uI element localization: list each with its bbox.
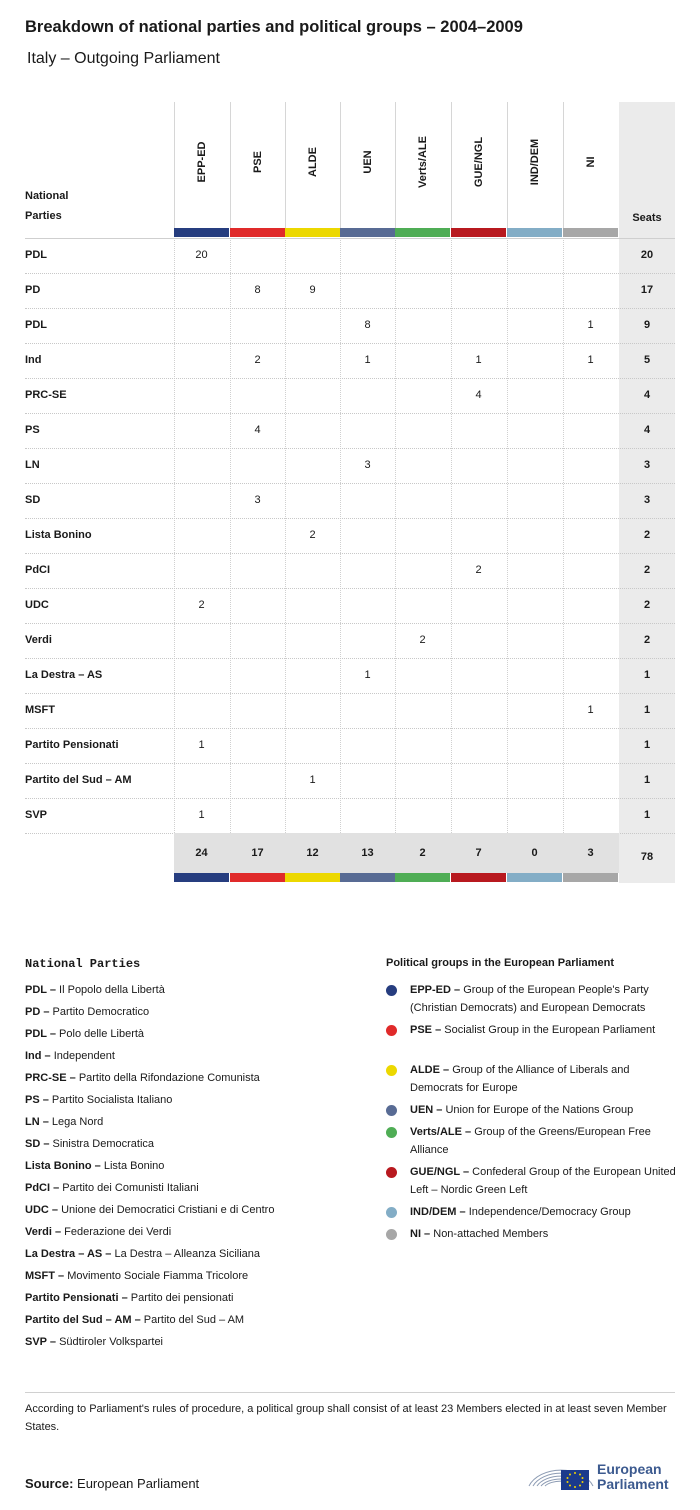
legend-abbr: PD – xyxy=(25,1006,50,1018)
group-color-bar-bottom xyxy=(563,873,618,882)
national-parties-legend-heading: National Parties xyxy=(25,957,141,971)
table-row-seats: 2 xyxy=(643,529,651,541)
group-color-bar-bottom xyxy=(395,873,450,882)
table-row-party: SVP xyxy=(25,809,48,821)
source-line xyxy=(25,1476,199,1491)
legend-abbr: UEN – xyxy=(410,1104,443,1116)
group-total: 13 xyxy=(361,847,374,859)
footnote-divider xyxy=(25,1392,675,1393)
group-total: 12 xyxy=(306,847,319,859)
group-total: 0 xyxy=(531,847,538,859)
table-row-party: Verdi xyxy=(25,634,52,646)
legend-full-name: Group of the Greens/European Free Alliance xyxy=(410,1126,651,1156)
group-column-header-0 xyxy=(174,102,229,228)
table-row-seats: 1 xyxy=(643,809,651,821)
table-row-seats: 1 xyxy=(643,669,651,681)
legend-abbr: Verdi – xyxy=(25,1226,62,1238)
group-column-label: UEN xyxy=(362,150,374,174)
table-cell: 1 xyxy=(364,354,371,366)
table-row-seats: 20 xyxy=(640,249,654,261)
group-color-bar-top xyxy=(507,228,562,237)
footnote: According to Parliament's rules of procedure, a political group shall consist of at least 23 Members elected in at least seven Member States. xyxy=(25,1403,667,1433)
group-color-dot-icon xyxy=(386,1127,397,1138)
legend-abbr: Partito del Sud – AM – xyxy=(25,1314,141,1326)
legend-abbr: PSE – xyxy=(410,1024,442,1036)
legend-full-name: Polo delle Libertà xyxy=(59,1028,145,1040)
table-row-party: LN xyxy=(25,459,40,471)
group-color-bar-top xyxy=(563,228,618,237)
table-row-party: PdCI xyxy=(25,564,51,576)
group-column-header-3 xyxy=(340,102,395,228)
row-divider xyxy=(25,798,675,799)
national-party-legend-item xyxy=(25,1203,274,1217)
group-color-bar-bottom xyxy=(285,873,340,882)
table-row-party: PS xyxy=(25,424,40,436)
legend-abbr: IND/DEM – xyxy=(410,1206,466,1218)
table-cell: 4 xyxy=(254,424,261,436)
table-cell: 1 xyxy=(587,704,594,716)
legend-full-name: Group of the European People's Party (Christian Democrats) and European Democrats xyxy=(410,984,649,1014)
group-column-label: IND/DEM xyxy=(529,138,541,186)
group-total: 24 xyxy=(195,847,208,859)
table-row-seats: 17 xyxy=(640,284,654,296)
group-column-label: NI xyxy=(585,156,597,168)
page-title: Breakdown of national parties and political groups – 2004–2009 xyxy=(25,18,523,36)
legend-abbr: PRC-SE – xyxy=(25,1072,76,1084)
group-legend-text xyxy=(410,1101,678,1119)
table-cell: 1 xyxy=(364,669,371,681)
group-color-dot-icon xyxy=(386,1025,397,1036)
group-color-dot-icon xyxy=(386,1105,397,1116)
table-cell: 8 xyxy=(254,284,261,296)
table-cell: 1 xyxy=(309,774,316,786)
group-color-dot-icon xyxy=(386,1229,397,1240)
table-row-party: SD xyxy=(25,494,41,506)
legend-full-name: Partito Socialista Italiano xyxy=(51,1094,173,1106)
national-party-legend-item xyxy=(25,1247,260,1261)
national-party-legend-item xyxy=(25,1137,154,1151)
row-divider xyxy=(25,378,675,379)
group-color-bar-bottom xyxy=(507,873,562,882)
group-color-dot-icon xyxy=(386,1207,397,1218)
table-cell: 1 xyxy=(198,809,205,821)
table-row-party: Ind xyxy=(25,354,42,366)
legend-abbr: SD – xyxy=(25,1138,50,1150)
group-color-bar-top xyxy=(340,228,395,237)
group-legend-text xyxy=(410,1123,678,1159)
legend-full-name: Union for Europe of the Nations Group xyxy=(445,1104,634,1116)
legend-abbr: Ind – xyxy=(25,1050,51,1062)
legend-abbr: ALDE – xyxy=(410,1064,450,1076)
column-divider xyxy=(451,238,452,833)
legend-full-name: Unione dei Democratici Cristiani e di Centro xyxy=(61,1204,275,1216)
row-divider xyxy=(25,518,675,519)
column-divider xyxy=(507,238,508,833)
legend-full-name: Independence/Democracy Group xyxy=(468,1206,631,1218)
legend-full-name: Group of the Alliance of Liberals and Democrats for Europe xyxy=(410,1064,630,1094)
group-legend-text xyxy=(410,1163,678,1199)
group-total: 7 xyxy=(475,847,482,859)
group-column-header-5 xyxy=(451,102,506,228)
table-cell: 2 xyxy=(475,564,482,576)
national-party-legend-item xyxy=(25,1313,244,1327)
np-header-line2: Parties xyxy=(25,210,62,222)
page-subtitle: Italy – Outgoing Parliament xyxy=(27,50,220,67)
table-cell: 2 xyxy=(198,599,205,611)
column-divider xyxy=(395,238,396,833)
group-color-dot-icon xyxy=(386,985,397,996)
table-cell: 1 xyxy=(198,739,205,751)
table-row-seats: 9 xyxy=(643,319,651,331)
table-row-seats: 3 xyxy=(643,494,651,506)
table-row-party: PDL xyxy=(25,249,47,261)
national-party-legend-item xyxy=(25,1027,144,1041)
legend-full-name: Partito dei Comunisti Italiani xyxy=(62,1182,199,1194)
national-party-legend-item xyxy=(25,1291,234,1305)
row-divider xyxy=(25,623,675,624)
table-row-party: PD xyxy=(25,284,41,296)
wordmark-line2: Parliament xyxy=(597,1476,669,1492)
group-column-header-4 xyxy=(395,102,450,228)
row-divider xyxy=(25,553,675,554)
table-cell: 20 xyxy=(195,249,208,261)
table-cell: 3 xyxy=(254,494,261,506)
group-column-label: Verts/ALE xyxy=(417,136,429,188)
header-divider xyxy=(25,238,675,239)
group-total: 3 xyxy=(587,847,594,859)
group-legend-text xyxy=(410,1021,678,1039)
group-total: 2 xyxy=(419,847,426,859)
group-column-header-1 xyxy=(230,102,285,228)
legend-full-name: Partito dei pensionati xyxy=(130,1292,234,1304)
row-divider xyxy=(25,728,675,729)
source-value: European Parliament xyxy=(77,1476,200,1491)
table-row-party: MSFT xyxy=(25,704,55,716)
table-row-seats: 1 xyxy=(643,704,651,716)
legend-full-name: Independent xyxy=(53,1050,115,1062)
table-row-party: Partito Pensionati xyxy=(25,739,119,751)
table-row-seats: 3 xyxy=(643,459,651,471)
table-row-seats: 4 xyxy=(643,389,651,401)
row-divider xyxy=(25,413,675,414)
european-parliament-wordmark xyxy=(597,1462,669,1492)
legend-abbr: MSFT – xyxy=(25,1270,65,1282)
group-column-label: ALDE xyxy=(307,147,319,177)
group-color-bar-top xyxy=(174,228,229,237)
legend-full-name: Partito del Sud – AM xyxy=(143,1314,245,1326)
group-color-bar-top xyxy=(451,228,506,237)
legend-full-name: Socialist Group in the European Parliament xyxy=(444,1024,656,1036)
table-row-party: PRC-SE xyxy=(25,389,67,401)
legend-full-name: Federazione dei Verdi xyxy=(64,1226,172,1238)
group-color-bar-bottom xyxy=(451,873,506,882)
legend-abbr: PdCI – xyxy=(25,1182,60,1194)
national-party-legend-item xyxy=(25,1049,115,1063)
np-header-line1: National xyxy=(25,190,69,202)
legend-abbr: PS – xyxy=(25,1094,49,1106)
legend-abbr: LN – xyxy=(25,1116,49,1128)
table-cell: 8 xyxy=(364,319,371,331)
table-row-party: UDC xyxy=(25,599,49,611)
legend-abbr: SVP – xyxy=(25,1336,56,1348)
group-color-dot-icon xyxy=(386,1167,397,1178)
table-cell: 2 xyxy=(254,354,261,366)
table-row-seats: 1 xyxy=(643,774,651,786)
national-party-legend-item xyxy=(25,1071,260,1085)
legend-full-name: Lega Nord xyxy=(51,1116,104,1128)
table-row-party: La Destra – AS xyxy=(25,669,103,681)
legend-full-name: Confederal Group of the European United Left – Nordic Green Left xyxy=(410,1166,676,1196)
seats-column-header: Seats xyxy=(632,212,662,224)
legend-full-name: Partito Democratico xyxy=(52,1006,150,1018)
group-column-header-7 xyxy=(563,102,618,228)
legend-abbr: Verts/ALE – xyxy=(410,1126,472,1138)
legend-full-name: La Destra – Alleanza Siciliana xyxy=(114,1248,261,1260)
table-cell: 3 xyxy=(364,459,371,471)
wordmark-line1: European xyxy=(597,1461,662,1477)
table-cell: 2 xyxy=(309,529,316,541)
total-seats: 78 xyxy=(640,851,654,863)
group-column-label: GUE/NGL xyxy=(473,136,485,188)
legend-full-name: Lista Bonino xyxy=(103,1160,165,1172)
group-column-header-2 xyxy=(285,102,340,228)
legend-abbr: La Destra – AS – xyxy=(25,1248,112,1260)
table-row-party: Partito del Sud – AM xyxy=(25,774,132,786)
table-row-seats: 2 xyxy=(643,634,651,646)
group-color-bar-bottom xyxy=(230,873,285,882)
row-divider xyxy=(25,588,675,589)
national-party-legend-item xyxy=(25,1335,163,1349)
group-color-bar-bottom xyxy=(340,873,395,882)
table-cell: 2 xyxy=(419,634,426,646)
table-row-seats: 2 xyxy=(643,564,651,576)
groups-legend-heading: Political groups in the European Parliament xyxy=(386,957,614,969)
group-column-header-6 xyxy=(507,102,562,228)
group-color-bar-top xyxy=(230,228,285,237)
legend-abbr: EPP-ED – xyxy=(410,984,461,996)
table-cell: 1 xyxy=(587,354,594,366)
legend-abbr: Partito Pensionati – xyxy=(25,1292,128,1304)
legend-full-name: Sinistra Democratica xyxy=(52,1138,155,1150)
legend-full-name: Partito della Rifondazione Comunista xyxy=(78,1072,260,1084)
table-cell: 9 xyxy=(309,284,316,296)
legend-full-name: Südtiroler Volkspartei xyxy=(59,1336,164,1348)
legend-abbr: PDL – xyxy=(25,1028,56,1040)
table-row-seats: 1 xyxy=(643,739,651,751)
group-legend-text xyxy=(410,1061,678,1097)
legend-abbr: Lista Bonino – xyxy=(25,1160,101,1172)
national-parties-column-header xyxy=(25,186,68,226)
table-row-party: PDL xyxy=(25,319,47,331)
legend-abbr: UDC – xyxy=(25,1204,59,1216)
table-cell: 1 xyxy=(475,354,482,366)
legend-full-name: Il Popolo della Libertà xyxy=(59,984,165,996)
national-party-legend-item xyxy=(25,1225,171,1239)
table-cell: 1 xyxy=(587,319,594,331)
table-cell: 4 xyxy=(475,389,482,401)
group-legend-text xyxy=(410,981,678,1017)
table-row-seats: 4 xyxy=(643,424,651,436)
legend-abbr: NI – xyxy=(410,1228,431,1240)
group-legend-text xyxy=(410,1225,678,1243)
national-party-legend-item xyxy=(25,1005,149,1019)
column-divider xyxy=(230,238,231,833)
group-total: 17 xyxy=(251,847,264,859)
legend-full-name: Movimento Sociale Fiamma Tricolore xyxy=(67,1270,249,1282)
national-party-legend-item xyxy=(25,1093,172,1107)
table-row-seats: 2 xyxy=(643,599,651,611)
group-color-dot-icon xyxy=(386,1065,397,1076)
national-party-legend-item xyxy=(25,1115,103,1129)
group-color-bar-bottom xyxy=(174,873,229,882)
group-color-bar-top xyxy=(285,228,340,237)
legend-abbr: GUE/NGL – xyxy=(410,1166,470,1178)
national-party-legend-item xyxy=(25,983,165,997)
national-party-legend-item xyxy=(25,1269,248,1283)
group-color-bar-top xyxy=(395,228,450,237)
national-party-legend-item xyxy=(25,1159,164,1173)
group-column-label: PSE xyxy=(252,150,264,174)
table-row-seats: 5 xyxy=(643,354,651,366)
legend-abbr: PDL – xyxy=(25,984,56,996)
row-divider xyxy=(25,483,675,484)
source-label: Source: xyxy=(25,1476,74,1491)
group-column-label: EPP-ED xyxy=(196,141,208,183)
legend-full-name: Non-attached Members xyxy=(433,1228,549,1240)
table-row-party: Lista Bonino xyxy=(25,529,92,541)
row-divider xyxy=(25,273,675,274)
national-party-legend-item xyxy=(25,1181,199,1195)
group-legend-text xyxy=(410,1203,678,1221)
